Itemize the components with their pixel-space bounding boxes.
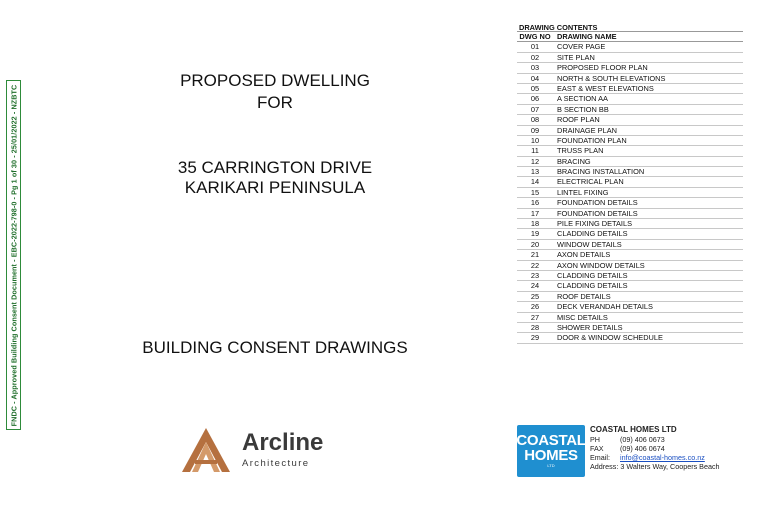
table-row <box>517 126 743 136</box>
dwg-no-cell: 23 <box>530 270 540 280</box>
coastal-logo-line-1: COASTAL <box>516 432 586 449</box>
table-row <box>517 302 743 312</box>
phone-line <box>590 435 720 444</box>
column-header-drawing-name: DRAWING NAME <box>557 32 617 41</box>
drawing-name-cell: AXON WINDOW DETAILS <box>557 260 645 270</box>
drawing-name-cell: BRACING INSTALLATION <box>557 167 645 177</box>
drawing-name-cell: NORTH & SOUTH ELEVATIONS <box>557 73 666 83</box>
dwg-no-cell: 28 <box>530 322 540 332</box>
dwg-no-cell: 19 <box>530 229 540 239</box>
drawing-name-cell: B SECTION BB <box>557 104 609 114</box>
arcline-brand-name: Arcline <box>242 429 324 456</box>
phone-number: (09) 406 0673 <box>620 435 665 444</box>
drawing-name-cell: A SECTION AA <box>557 94 608 104</box>
drawing-name-cell: DECK VERANDAH DETAILS <box>557 302 653 312</box>
dwg-no-cell: 21 <box>530 250 540 260</box>
dwg-no-cell: 10 <box>530 135 540 145</box>
consent-approval-stamp <box>6 80 21 430</box>
dwg-no-cell: 12 <box>530 156 540 166</box>
table-row <box>517 261 743 271</box>
table-row <box>517 292 743 302</box>
contents-rows <box>517 42 743 343</box>
title-heading <box>110 70 440 114</box>
table-row <box>517 63 743 73</box>
table-row <box>517 219 743 229</box>
fax-number: (09) 406 0674 <box>620 444 665 453</box>
dwg-no-cell: 07 <box>530 104 540 114</box>
arcline-a-icon <box>178 426 234 474</box>
table-row <box>517 84 743 94</box>
fax-line <box>590 444 720 453</box>
stamp-text: FNDC - Approved Building Consent Document - EBC-2022-798-0 - Pg 1 of 30 - 25/01/2022 - NZBTC <box>9 84 18 426</box>
drawing-name-cell: DOOR & WINDOW SCHEDULE <box>557 333 663 343</box>
document-subtitle: BUILDING CONSENT DRAWINGS <box>142 338 408 357</box>
table-row <box>517 94 743 104</box>
dwg-no-cell: 27 <box>530 312 540 322</box>
drawing-name-cell: CLADDING DETAILS <box>557 281 628 291</box>
dwg-no-cell: 05 <box>530 83 540 93</box>
coastal-logo-line-2: HOMES <box>524 447 578 464</box>
drawing-name-cell: TRUSS PLAN <box>557 146 604 156</box>
drawing-name-cell: BRACING <box>557 156 591 166</box>
drawing-name-cell: SITE PLAN <box>557 52 595 62</box>
email-link[interactable]: info@coastal-homes.co.nz <box>620 453 705 462</box>
dwg-no-cell: 09 <box>530 125 540 135</box>
dwg-no-cell: 16 <box>530 198 540 208</box>
table-row <box>517 53 743 63</box>
coastal-contact-info <box>590 425 720 477</box>
dwg-no-cell: 04 <box>530 73 540 83</box>
table-row <box>517 105 743 115</box>
drawing-name-cell: WINDOW DETAILS <box>557 239 622 249</box>
phone-label: PH <box>590 435 600 444</box>
drawing-name-cell: ROOF DETAILS <box>557 291 611 301</box>
dwg-no-cell: 20 <box>530 239 540 249</box>
drawing-name-cell: EAST & WEST ELEVATIONS <box>557 83 654 93</box>
title-line-1: PROPOSED DWELLING <box>180 71 370 90</box>
dwg-no-cell: 03 <box>530 63 540 73</box>
table-row <box>517 240 743 250</box>
drawing-name-cell: SHOWER DETAILS <box>557 322 623 332</box>
contents-heading: DRAWING CONTENTS <box>517 22 743 32</box>
dwg-no-cell: 02 <box>530 52 540 62</box>
table-row <box>517 177 743 187</box>
dwg-no-cell: 29 <box>530 333 540 343</box>
table-row <box>517 167 743 177</box>
address-line-2: KARIKARI PENINSULA <box>184 178 366 197</box>
table-row <box>517 115 743 125</box>
email-line <box>590 453 720 462</box>
coastal-homes-logo <box>517 425 585 477</box>
drawing-name-cell: CLADDING DETAILS <box>557 229 628 239</box>
dwg-no-cell: 06 <box>530 94 540 104</box>
title-line-2: FOR <box>257 93 293 112</box>
table-row <box>517 333 743 343</box>
email-label: Email: <box>590 453 610 462</box>
table-row <box>517 250 743 260</box>
table-row <box>517 146 743 156</box>
dwg-no-cell: 15 <box>530 187 540 197</box>
drawing-contents-table <box>517 22 743 344</box>
dwg-no-cell: 17 <box>530 208 540 218</box>
dwg-no-cell: 14 <box>530 177 540 187</box>
table-row <box>517 42 743 52</box>
dwg-no-cell: 25 <box>530 291 540 301</box>
dwg-no-cell: 01 <box>530 42 540 52</box>
dwg-no-cell: 26 <box>530 302 540 312</box>
dwg-no-cell: 13 <box>530 167 540 177</box>
table-row <box>517 229 743 239</box>
dwg-no-cell: 24 <box>530 281 540 291</box>
arcline-logo <box>178 425 358 475</box>
drawing-name-cell: MISC DETAILS <box>557 312 608 322</box>
table-row <box>517 209 743 219</box>
drawing-name-cell: AXON DETAILS <box>557 250 611 260</box>
arcline-brand-sub: Architecture <box>242 458 310 469</box>
table-row <box>517 198 743 208</box>
drawing-name-cell: DRAINAGE PLAN <box>557 125 617 135</box>
drawing-name-cell: FOUNDATION DETAILS <box>557 208 638 218</box>
drawing-name-cell: FOUNDATION DETAILS <box>557 198 638 208</box>
drawing-name-cell: PILE FIXING DETAILS <box>557 219 633 229</box>
table-row <box>517 157 743 167</box>
address-line: Address: 3 Walters Way, Coopers Beach <box>590 462 720 471</box>
table-row <box>517 136 743 146</box>
table-row <box>517 323 743 333</box>
contents-header-row <box>517 32 743 42</box>
drawing-name-cell: ROOF PLAN <box>557 115 600 125</box>
coastal-homes-block <box>517 425 737 477</box>
drawing-name-cell: LINTEL FIXING <box>557 187 609 197</box>
dwg-no-cell: 08 <box>530 115 540 125</box>
company-name: COASTAL HOMES LTD <box>590 425 677 434</box>
table-row <box>517 281 743 291</box>
table-row <box>517 271 743 281</box>
table-row <box>517 188 743 198</box>
fax-label: FAX <box>590 444 604 453</box>
address-line-1: 35 CARRINGTON DRIVE <box>177 158 373 177</box>
column-header-dwg-no: DWG NO <box>519 32 551 41</box>
table-row <box>517 313 743 323</box>
dwg-no-cell: 22 <box>530 260 540 270</box>
drawing-name-cell: COVER PAGE <box>557 42 606 52</box>
coastal-logo-line-3: LTD <box>547 463 555 468</box>
dwg-no-cell: 11 <box>531 146 539 156</box>
drawing-name-cell: CLADDING DETAILS <box>557 270 628 280</box>
site-address <box>110 158 440 198</box>
drawing-name-cell: PROPOSED FLOOR PLAN <box>557 63 648 73</box>
table-row <box>517 74 743 84</box>
drawing-name-cell: ELECTRICAL PLAN <box>557 177 624 187</box>
drawing-name-cell: FOUNDATION PLAN <box>557 135 627 145</box>
dwg-no-cell: 18 <box>530 219 540 229</box>
